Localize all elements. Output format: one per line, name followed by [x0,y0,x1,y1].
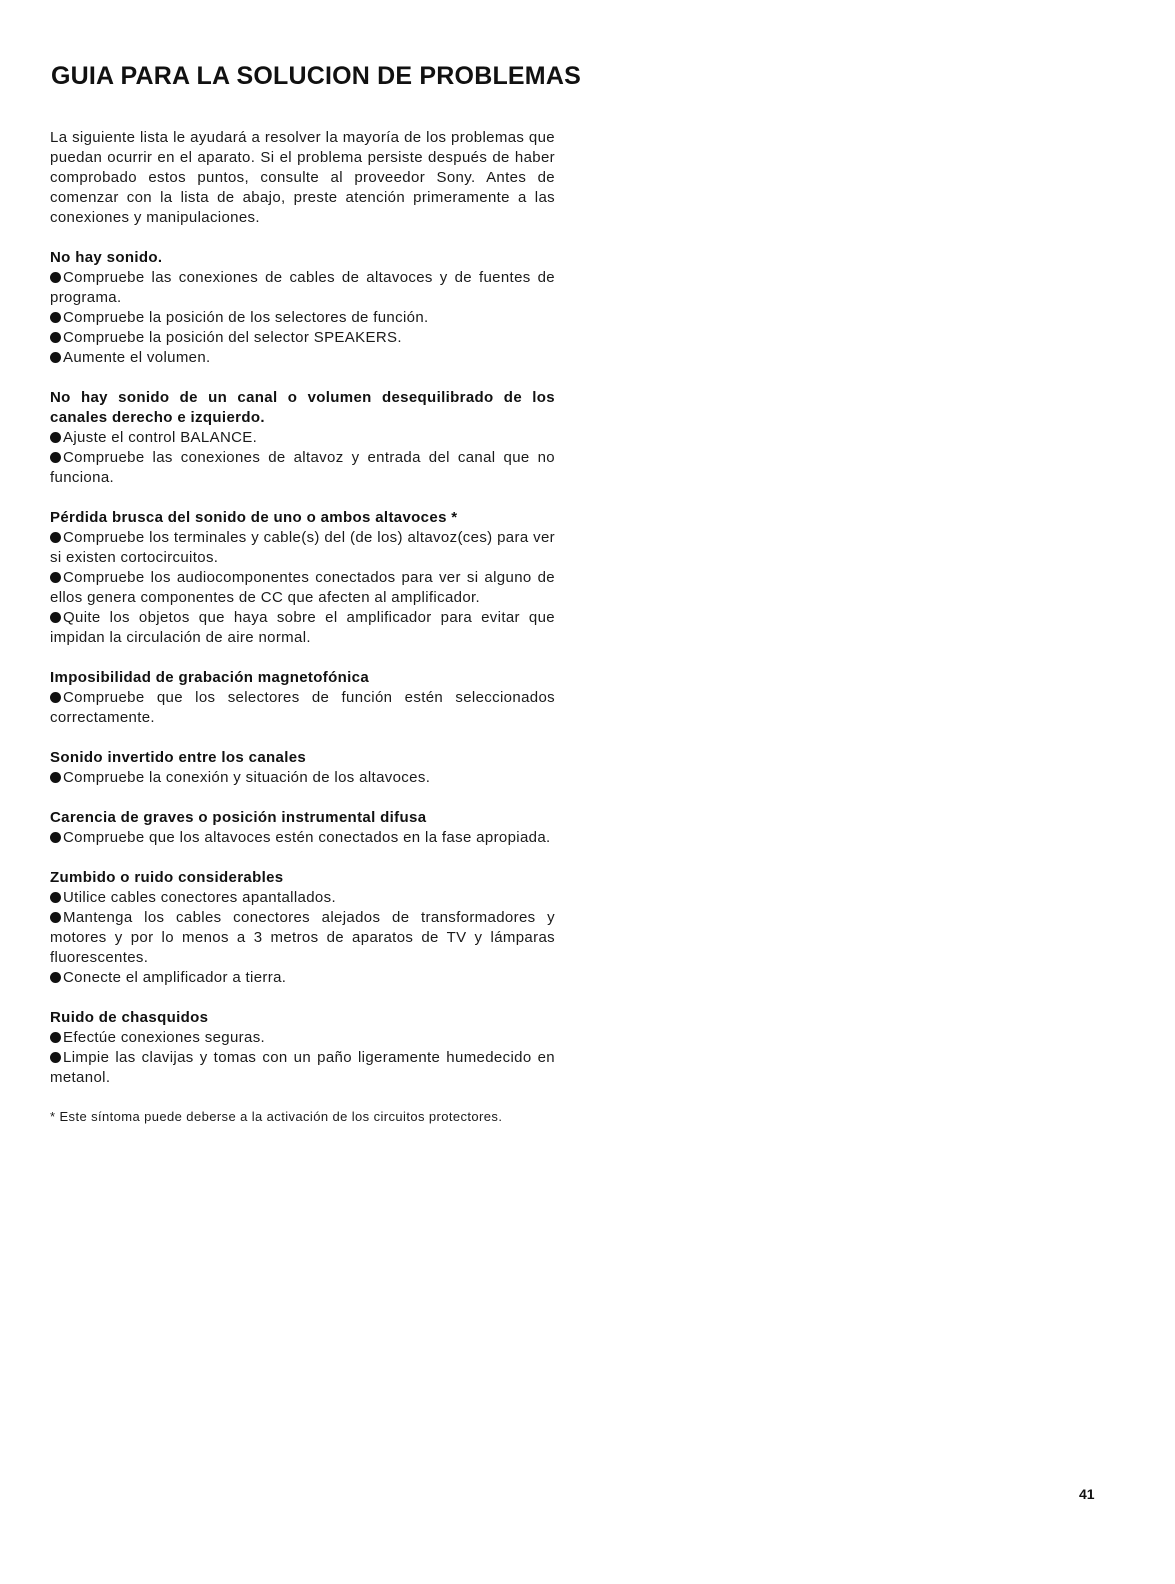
bullet-list [50,888,555,988]
list-item [50,448,555,488]
list-item [50,1028,555,1048]
bullet-icon [50,572,61,583]
bullet-icon [50,912,61,923]
list-item [50,328,555,348]
section-heading: Zumbido o ruido considerables [50,869,284,886]
bullet-list [50,768,555,788]
bullet-icon [50,772,61,783]
bullet-list [50,1028,555,1088]
footnote: * Este síntoma puede deberse a la activación de los circuitos protectores. [50,1109,503,1124]
bullet-icon [50,612,61,623]
list-item-text: Compruebe los terminales y cable(s) del (de los) altavoz(ces) para ver si existen cortocircuitos. [50,529,555,566]
section-heading: Carencia de graves o posición instrumental difusa [50,809,427,826]
intro-paragraph: La siguiente lista le ayudará a resolver la mayoría de los problemas que puedan ocurrir en el aparato. Si el problema persiste después de haber comprobado estos puntos, consulte al proveedor Sony. Antes de comenzar con la lista de abajo, preste atención primeramente a las conexiones y manipulaciones. [50,129,555,226]
page-title: GUIA PARA LA SOLUCION DE PROBLEMAS [51,62,581,90]
section-heading: Pérdida brusca del sonido de uno o ambos altavoces * [50,509,458,526]
list-item-text: Quite los objetos que haya sobre el amplificador para evitar que impidan la circulación de aire normal. [50,609,555,646]
document-body [50,128,555,1126]
bullet-icon [50,892,61,903]
list-item-text: Compruebe la conexión y situación de los altavoces. [63,769,431,786]
section-clicking-noise [50,1008,555,1088]
bullet-icon [50,272,61,283]
list-item-text: Efectúe conexiones seguras. [63,1029,266,1046]
list-item [50,568,555,608]
list-item-text: Ajuste el control BALANCE. [63,429,258,446]
list-item-text: Compruebe que los selectores de función estén seleccionados correctamente. [50,689,555,726]
list-item-text: Compruebe la posición de los selectores de función. [63,309,429,326]
bullet-list [50,688,555,728]
bullet-icon [50,1032,61,1043]
list-item [50,908,555,968]
bullet-icon [50,692,61,703]
bullet-list [50,528,555,648]
section-inverted-channels [50,748,555,788]
list-item-text: Aumente el volumen. [63,349,211,366]
list-item-text: Compruebe la posición del selector SPEAKERS. [63,329,402,346]
list-item-text: Conecte el amplificador a tierra. [63,969,287,986]
section-heading: No hay sonido de un canal o volumen desequilibrado de los canales derecho e izquierdo. [50,389,555,426]
section-heading: Imposibilidad de grabación magnetofónica [50,669,370,686]
bullet-list [50,428,555,488]
section-heading: Sonido invertido entre los canales [50,749,307,766]
section-sudden-loss [50,508,555,648]
list-item [50,888,555,908]
list-item [50,968,555,988]
list-item [50,308,555,328]
list-item-text: Compruebe los audiocomponentes conectados para ver si alguno de ellos genera componentes de CC que afecten al amplificador. [50,569,555,606]
list-item [50,608,555,648]
section-one-channel [50,388,555,488]
list-item [50,688,555,728]
page-number: 41 [1079,1486,1095,1502]
bullet-icon [50,332,61,343]
section-heading: No hay sonido. [50,249,163,266]
list-item-text: Mantenga los cables conectores alejados de transformadores y motores y por lo menos a 3 metros de aparatos de TV y lámparas fluorescentes. [50,909,555,966]
bullet-icon [50,832,61,843]
bullet-list [50,828,555,848]
section-no-sound [50,248,555,368]
section-recording [50,668,555,728]
list-item-text: Compruebe que los altavoces estén conectados en la fase apropiada. [63,829,551,846]
section-bass [50,808,555,848]
list-item-text: Utilice cables conectores apantallados. [63,889,336,906]
bullet-icon [50,312,61,323]
list-item [50,828,555,848]
list-item-text: Compruebe las conexiones de cables de altavoces y de fuentes de programa. [50,269,555,306]
list-item [50,428,555,448]
list-item [50,268,555,308]
bullet-icon [50,452,61,463]
list-item-text: Limpie las clavijas y tomas con un paño ligeramente humedecido en metanol. [50,1049,555,1086]
list-item [50,528,555,568]
list-item [50,348,555,368]
section-hum-noise [50,868,555,988]
bullet-icon [50,532,61,543]
bullet-list [50,268,555,368]
bullet-icon [50,1052,61,1063]
list-item-text: Compruebe las conexiones de altavoz y entrada del canal que no funciona. [50,449,555,486]
bullet-icon [50,352,61,363]
bullet-icon [50,432,61,443]
section-heading: Ruido de chasquidos [50,1009,209,1026]
list-item [50,768,555,788]
list-item [50,1048,555,1088]
bullet-icon [50,972,61,983]
